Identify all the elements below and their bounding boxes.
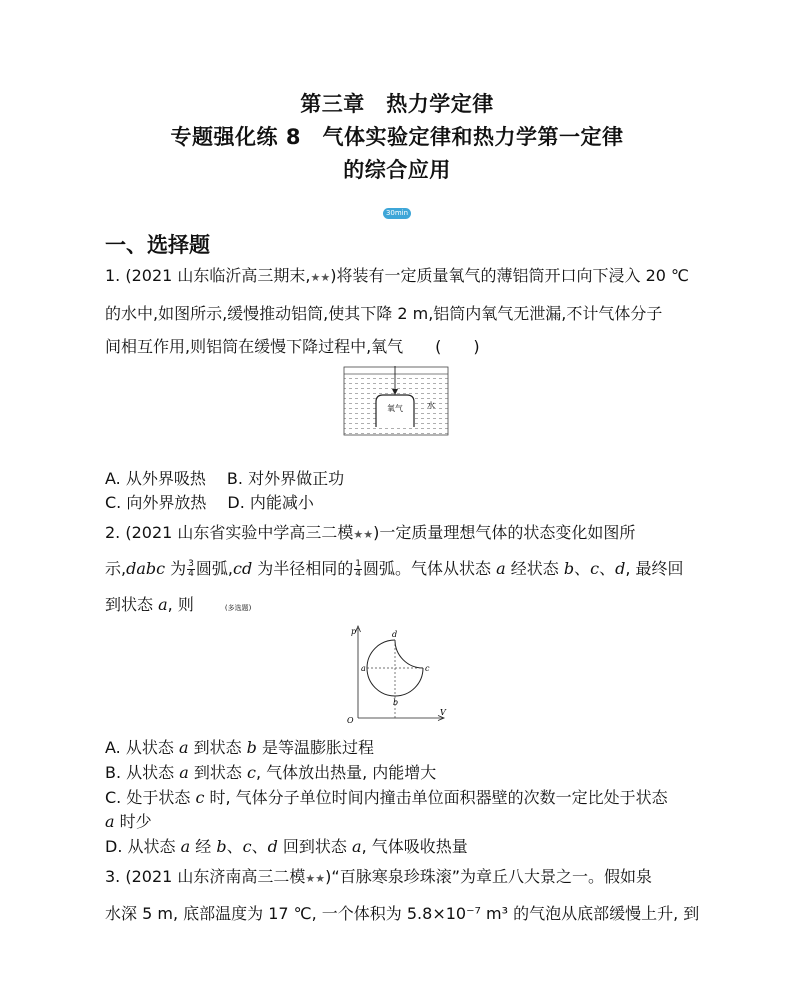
topic-title: 专题强化练 8 气体实验定律和热力学第一定律 xyxy=(170,125,624,149)
difficulty-star-icon: ★★ xyxy=(353,528,374,541)
origin-label: O xyxy=(347,716,354,724)
q1-line3: 间相互作用,则铝筒在缓慢下降过程中,氧气 ( ) xyxy=(105,337,480,356)
q1-options-row1: A. 从外界吸热 B. 对外界做正功 xyxy=(105,469,345,488)
multi-choice-note: (多选题) xyxy=(224,604,252,612)
arc-cd xyxy=(395,640,423,668)
clock-icon: 30min xyxy=(383,208,411,219)
water-label: 水 xyxy=(427,401,435,410)
fraction-three-quarters: $\frac{3}{4}$ xyxy=(188,559,194,579)
v-axis-label: V xyxy=(440,708,446,717)
fraction-one-quarter: $\frac{1}{4}$ xyxy=(355,559,362,579)
q3-line2: 水深 5 m, 底部温度为 17 ℃, 一个体积为 5.8×10⁻⁷ m³ 的气泡从底部缓慢上升, 到 xyxy=(105,904,700,923)
chapter-title: 第三章 热力学定律 xyxy=(300,92,494,116)
point-d-label: d xyxy=(392,630,398,639)
q1-options-row2: C. 向外界放热 D. 内能减小 xyxy=(105,493,314,512)
pv-graph xyxy=(340,624,452,724)
point-a-label: a xyxy=(361,664,366,673)
q1-line1: 1. (2021 山东临沂高三期末,★★)将装有一定质量氧气的薄铝筒开口向下浸入 20 ℃ xyxy=(105,266,689,285)
q1-figure xyxy=(343,366,449,436)
q2-line3: 到状态 a, 则 (多选题) xyxy=(105,595,252,614)
q2-line1: 2. (2021 山东省实验中学高三二模★★)一定质量理想气体的状态变化如图所 xyxy=(105,523,636,542)
q2-option-b: B. 从状态 a 到状态 c, 气体放出热量, 内能增大 xyxy=(105,763,437,782)
p-axis-label: p xyxy=(351,627,357,636)
q2-option-c-cont: a 时少 xyxy=(105,812,152,831)
section-title: 一、选择题 xyxy=(105,233,210,257)
q2-option-a: A. 从状态 a 到状态 b 是等温膨胀过程 xyxy=(105,738,375,757)
q1-line2: 的水中,如图所示,缓慢推动铝筒,使其下降 2 m,铝筒内氧气无泄漏,不计气体分子 xyxy=(105,304,663,323)
difficulty-star-icon: ★★ xyxy=(305,872,326,885)
point-b-label: b xyxy=(393,698,399,707)
q2-option-c: C. 处于状态 c 时, 气体分子单位时间内撞击单位面积器壁的次数一定比处于状态 xyxy=(105,788,668,807)
difficulty-star-icon: ★★ xyxy=(310,271,331,284)
q2-option-d: D. 从状态 a 经 b、c、d 回到状态 a, 气体吸收热量 xyxy=(105,837,468,856)
topic-title-line2: 的综合应用 xyxy=(343,158,451,182)
oxygen-label: 氧气 xyxy=(387,404,403,413)
point-c-label: c xyxy=(425,664,430,673)
time-badge xyxy=(383,200,411,219)
q3-line1: 3. (2021 山东济南高三二模★★)“百脉寒泉珍珠滚”为章丘八大景之一。假如泉 xyxy=(105,867,652,886)
q2-line2: 示,dabc 为 $\frac{3}{4}$ 圆弧,cd 为半径相同的 $\frac{1}{4}$ 圆弧。气体从状态 a 经状态 b、c、d, 最终回 xyxy=(105,559,684,579)
